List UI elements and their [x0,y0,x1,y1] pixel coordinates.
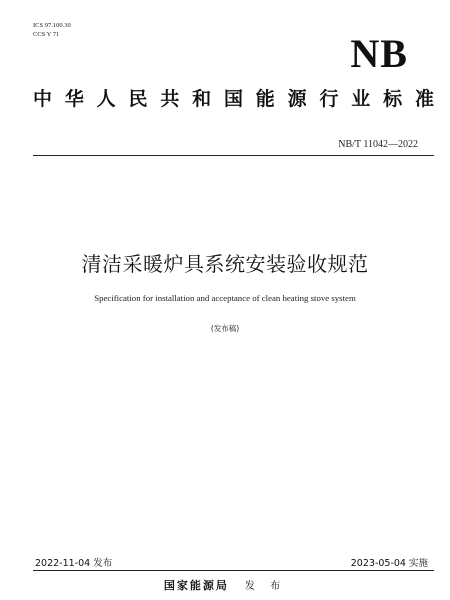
standard-type-char: 和 [192,88,212,110]
standard-type-char: 民 [128,88,148,110]
document-title-en: Specification for installation and acceptance of clean heating stove system [94,293,356,303]
issue-word: 发 布 [244,581,287,592]
publish-date: 2022-11-04 发布 [35,558,113,569]
nb-logo: NB [350,31,408,76]
standard-type-char: 源 [287,88,307,110]
standard-type-heading [33,88,434,110]
standard-type-char: 准 [414,88,434,110]
standard-type-char: 业 [351,88,371,110]
document-title-cn: 清洁采暖炉具系统安装验收规范 [81,252,369,276]
implement-date: 2023-05-04 实施 [350,558,428,569]
standard-type-char: 华 [64,88,84,110]
standard-type-char: 国 [223,88,243,110]
standard-number: NB/T 11042—2022 [338,139,418,150]
standard-type-char: 中 [33,88,53,110]
header-divider [33,155,434,156]
ics-code: ICS 97.100.30 [33,22,71,29]
ccs-code: CCS Y 71 [33,31,60,38]
standard-type-char: 标 [383,88,403,110]
issuer-name: 国家能源局 [163,579,229,592]
release-status: (发布稿) [210,324,240,333]
standard-type-char: 能 [255,88,275,110]
footer-divider [33,570,434,571]
issuer-line [0,577,450,593]
standard-type-char: 人 [96,88,116,110]
standard-type-char: 行 [319,88,339,110]
standard-type-char: 共 [160,88,180,110]
